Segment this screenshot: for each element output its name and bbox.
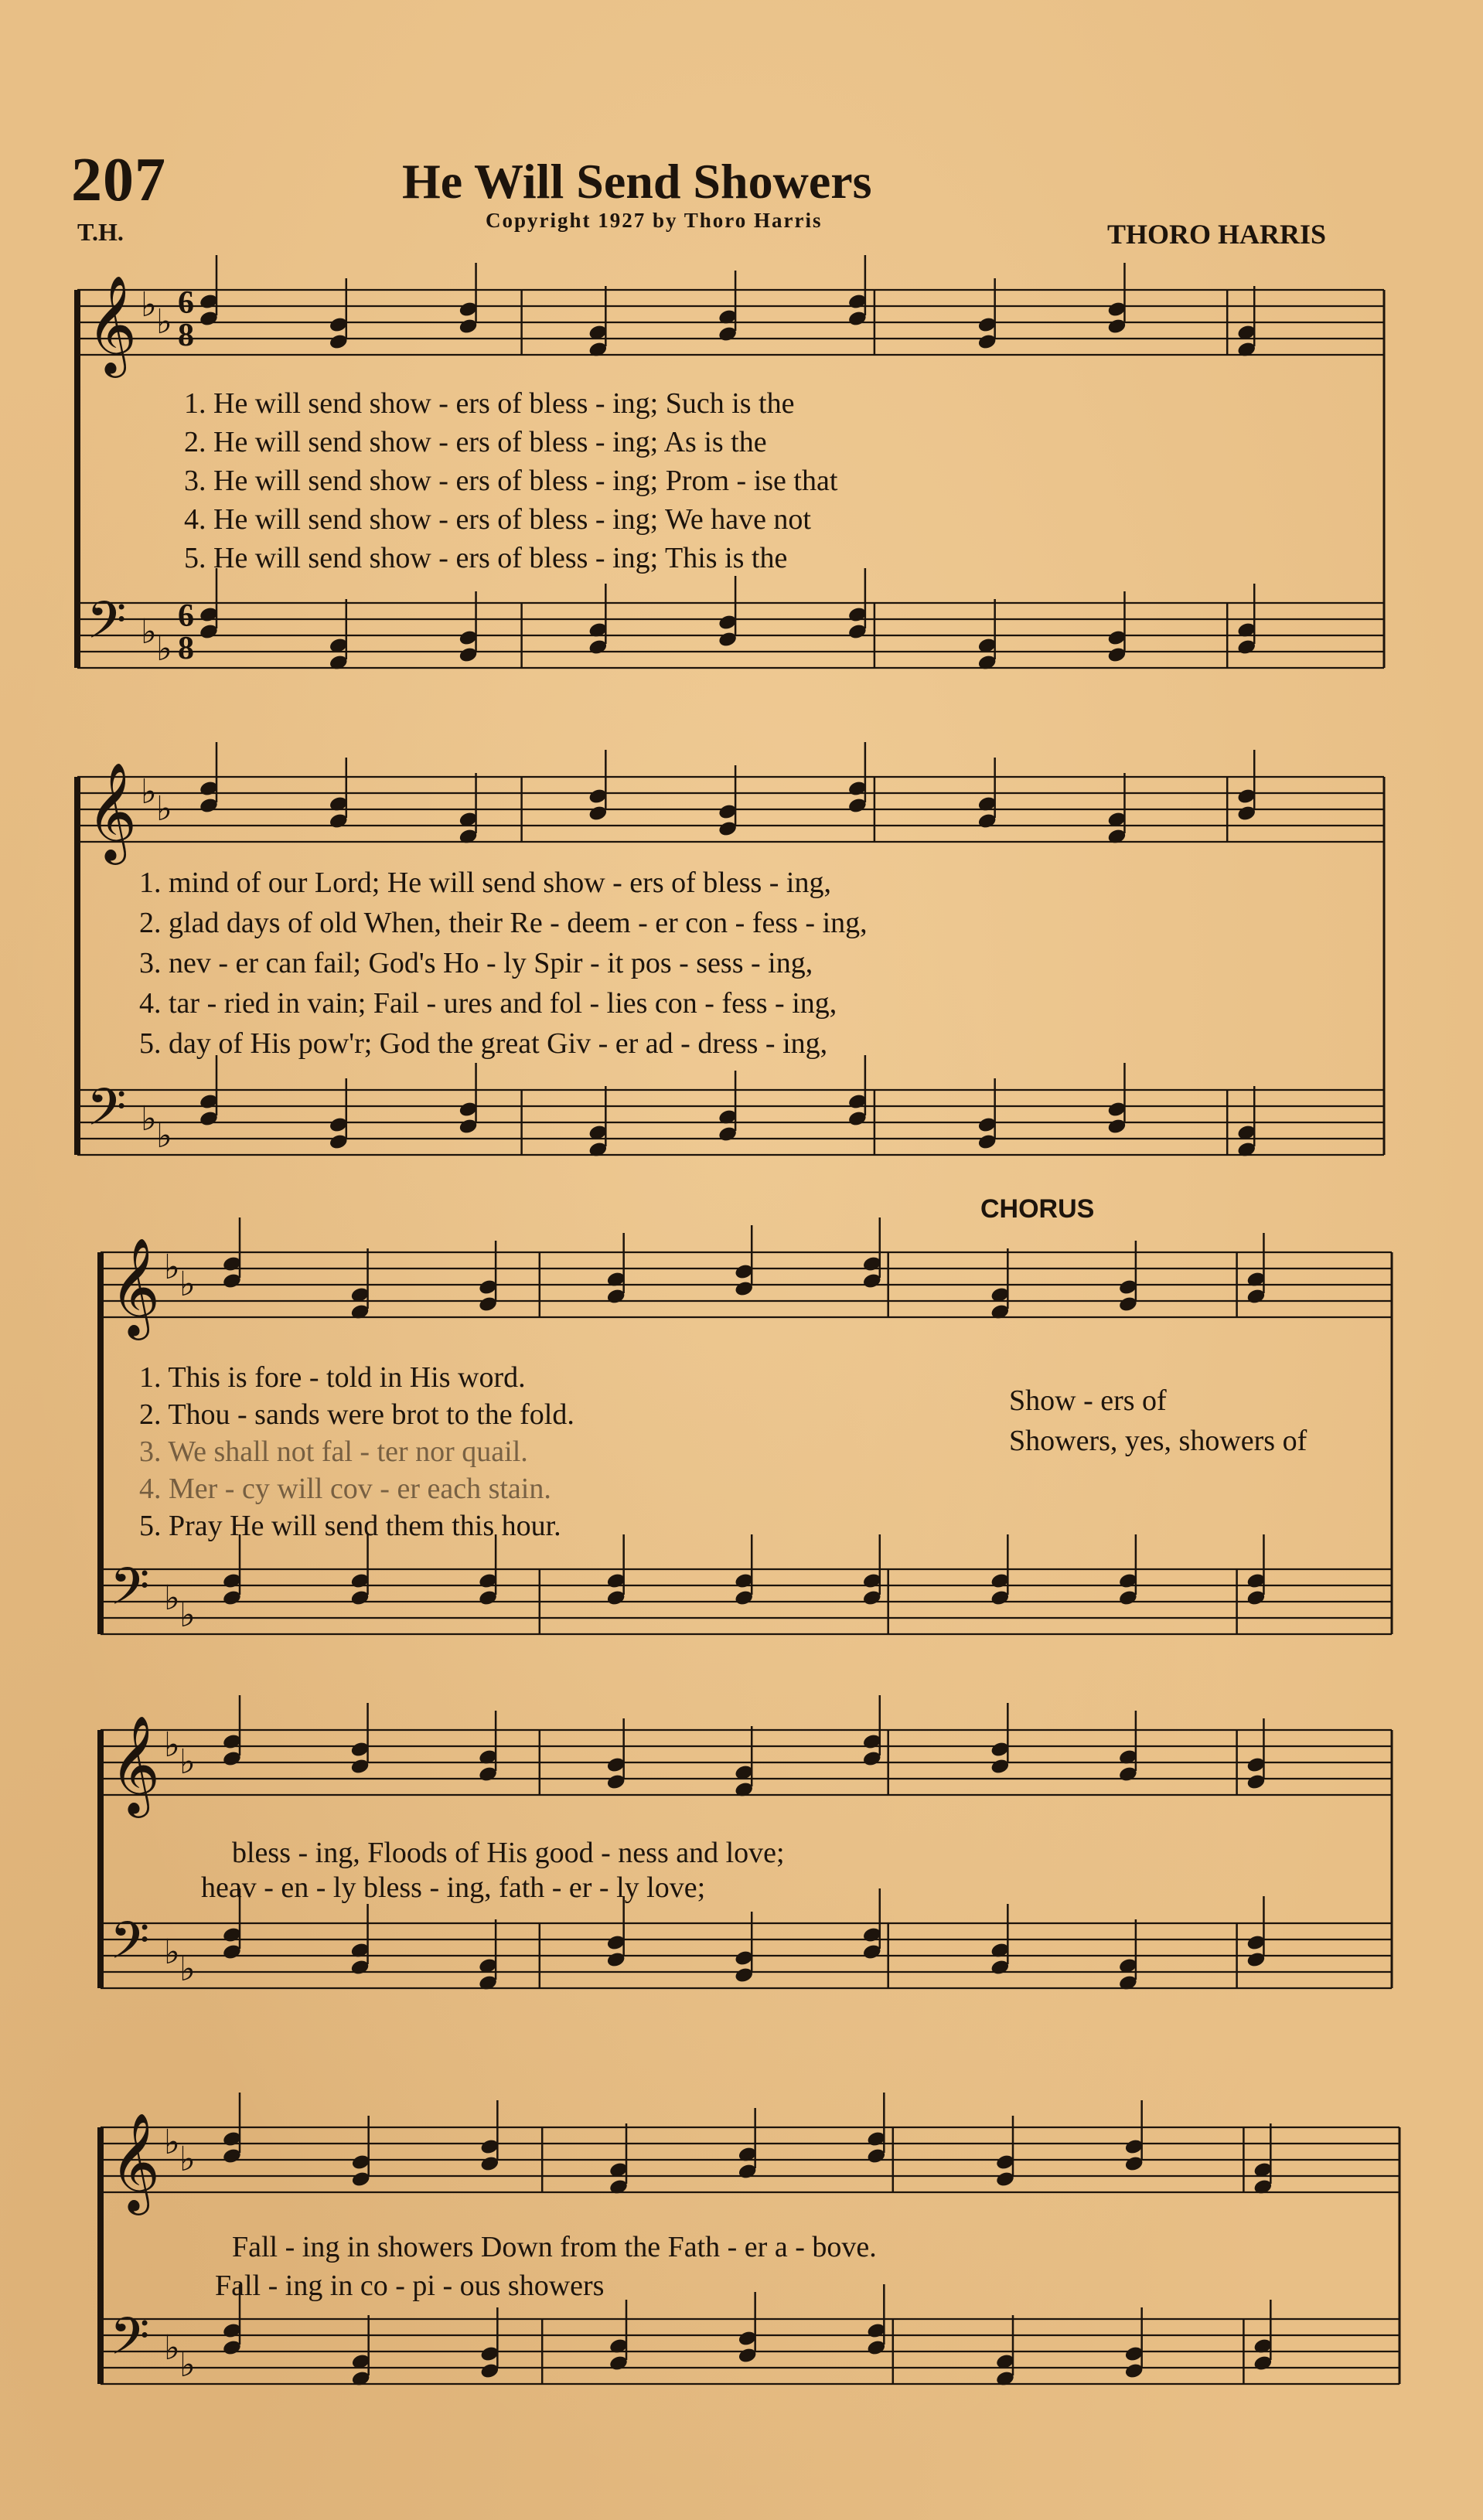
verse-line: 3. nev - er can fail; God's Ho - ly Spir - it pos - sess - ing, — [139, 947, 813, 979]
flat-sign-icon: ♭ — [164, 1933, 180, 1972]
bass-clef-icon: 𝄢 — [87, 591, 127, 662]
verse-line: 2. glad days of old When, their Re - deem - er con - fess - ing, — [139, 907, 868, 939]
time-signature-top: 6 — [178, 598, 194, 634]
flat-sign-icon: ♭ — [156, 629, 172, 669]
flat-sign-icon: ♭ — [164, 1725, 180, 1765]
flat-sign-icon: ♭ — [141, 1099, 157, 1139]
chorus-lower-lyric: heav - en - ly bless - ing, fath - er - ly love; — [201, 1871, 706, 1904]
flat-sign-icon: ♭ — [156, 1116, 172, 1156]
flat-sign-icon: ♭ — [141, 285, 157, 325]
verse-line: 5. Pray He will send them this hour. — [139, 1510, 561, 1542]
bass-clef-icon: 𝄢 — [110, 2307, 150, 2379]
flat-sign-icon: ♭ — [179, 1595, 196, 1635]
treble-clef-icon: 𝄞 — [87, 761, 138, 860]
flat-sign-icon: ♭ — [164, 2123, 180, 2162]
verse-line: 4. He will send show - ers of bless - ing; We have not — [184, 503, 811, 536]
flat-sign-icon: ♭ — [141, 612, 157, 652]
chorus-lower-lyric: Fall - ing in co - pi - ous showers — [215, 2270, 605, 2302]
flat-sign-icon: ♭ — [164, 1578, 180, 1618]
verse-line: 1. This is fore - told in His word. — [139, 1361, 526, 1394]
treble-clef-icon: 𝄞 — [110, 1715, 161, 1813]
verse-line: 2. He will send show - ers of bless - ing; As is the — [184, 426, 767, 458]
flat-sign-icon: ♭ — [179, 1742, 196, 1782]
verse-line: 3. He will send show - ers of bless - ing; Prom - ise that — [184, 465, 838, 497]
flat-sign-icon: ♭ — [179, 1950, 196, 1989]
chorus-label: CHORUS — [980, 1194, 1095, 1224]
verse-line: 3. We shall not fal - ter nor quail. — [139, 1435, 528, 1468]
verse-line: 5. day of His pow'r; God the great Giv - er ad - dress - ing, — [139, 1027, 828, 1060]
verse-line: 2. Thou - sands were brot to the fold. — [139, 1398, 574, 1431]
verse-line: 1. He will send show - ers of bless - ing; Such is the — [184, 387, 795, 420]
treble-clef-icon: 𝄞 — [87, 274, 138, 373]
author-initials: T.H. — [77, 218, 124, 246]
bass-clef-icon: 𝄢 — [110, 1557, 150, 1629]
flat-sign-icon: ♭ — [164, 2328, 180, 2368]
flat-sign-icon: ♭ — [156, 302, 172, 342]
treble-clef-icon: 𝄞 — [110, 1237, 161, 1336]
treble-clef-icon: 𝄞 — [110, 2112, 161, 2211]
flat-sign-icon: ♭ — [164, 1248, 180, 1287]
bass-clef-icon: 𝄢 — [110, 1911, 150, 1983]
time-signature-top: 6 — [178, 285, 194, 321]
composer-name: THORO HARRIS — [1107, 219, 1327, 250]
verse-line: 5. He will send show - ers of bless - ing; This is the — [184, 542, 788, 574]
flat-sign-icon: ♭ — [179, 1265, 196, 1304]
chorus-lower-lyric: Showers, yes, showers of — [1009, 1425, 1307, 1457]
flat-sign-icon: ♭ — [141, 772, 157, 812]
chorus-upper-lyric: Show - ers of — [1009, 1384, 1167, 1417]
hymn-number: 207 — [71, 146, 166, 214]
hymn-title: He Will Send Showers — [402, 154, 872, 209]
bass-clef-icon: 𝄢 — [87, 1078, 127, 1149]
verse-line: 4. tar - ried in vain; Fail - ures and fol - lies con - fess - ing, — [139, 987, 837, 1020]
verse-line: 4. Mer - cy will cov - er each stain. — [139, 1473, 551, 1505]
verse-line: 1. mind of our Lord; He will send show - ers of bless - ing, — [139, 867, 831, 899]
flat-sign-icon: ♭ — [179, 2140, 196, 2179]
flat-sign-icon: ♭ — [179, 2345, 196, 2385]
chorus-upper-lyric: bless - ing, Floods of His good - ness and love; — [232, 1837, 785, 1869]
copyright-notice: Copyright 1927 by Thoro Harris — [486, 209, 823, 232]
time-signature-bottom: 8 — [178, 318, 194, 353]
chorus-upper-lyric: Fall - ing in showers Down from the Fath - er a - bove. — [232, 2231, 877, 2263]
flat-sign-icon: ♭ — [156, 789, 172, 829]
time-signature-bottom: 8 — [178, 631, 194, 666]
